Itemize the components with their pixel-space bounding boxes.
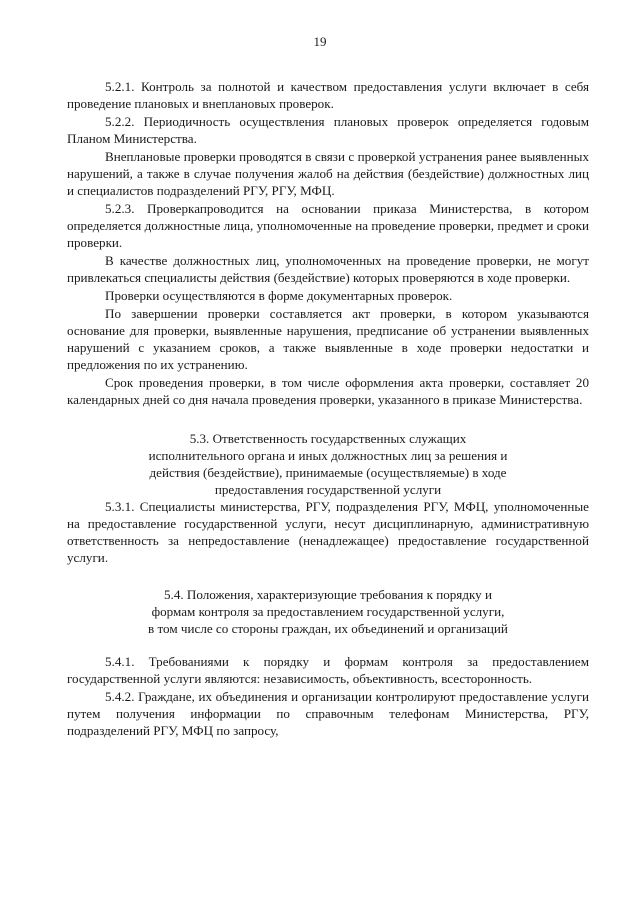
heading-line: формам контроля за предоставлением государственной услуги,: [151, 604, 505, 619]
paragraph-officials: В качестве должностных лиц, уполномоченных на проведение проверки, не могут привлекаться специалисты действия (бездействие) которых проверяются в ходе проверки.: [67, 253, 589, 285]
section-5-4-heading: [67, 586, 589, 637]
heading-line: действия (бездействие), принимаемые (осуществляемые) в ходе: [149, 465, 507, 480]
heading-line: исполнительного органа и иных должностных лиц за решения и: [148, 448, 508, 463]
paragraph-check-term: Срок проведения проверки, в том числе оформления акта проверки, составляет 20 календарных дней со дня начала проведения проверки, указанного в приказе Министерства.: [67, 375, 589, 407]
page-content: [67, 78, 589, 739]
heading-line: предоставления государственной услуги: [214, 482, 442, 497]
paragraph-5-2-2: 5.2.2. Периодичность осуществления плановых проверок определяется годовым Планом Министерства.: [67, 114, 589, 146]
paragraph-5-3-1: 5.3.1. Специалисты министерства, РГУ, подразделения РГУ, МФЦ, уполномоченные на предоставление государственной услуги, несут дисциплинарную, административную ответственность за непредоставление (ненадлежащее) предоставление государственной услуги.: [67, 499, 589, 565]
heading-line: в том числе со стороны граждан, их объединений и организаций: [148, 621, 508, 636]
heading-line: 5.4. Положения, характеризующие требования к порядку и: [164, 587, 492, 602]
paragraph-unplanned-checks: Внеплановые проверки проводятся в связи с проверкой устранения ранее выявленных нарушений, а также в случае получения жалоб на действия (бездействие) должностных лиц и специалистов подразделений РГУ, РГУ, МФЦ.: [67, 149, 589, 198]
paragraph-check-form: Проверки осуществляются в форме документарных проверок.: [105, 288, 453, 303]
paragraph-5-4-1: 5.4.1. Требованиями к порядку и формам контроля за предоставлением государственной услуги являются: независимость, объективность, всесторонность.: [67, 654, 589, 686]
heading-line: 5.3. Ответственность государственных служащих: [189, 431, 467, 446]
section-5-3-heading: [67, 430, 589, 498]
paragraph-5-4-2: 5.4.2. Граждане, их объединения и организации контролируют предоставление услуги путем получения информации по справочным телефонам Министерства, РГУ, подразделений РГУ, МФЦ по запросу,: [67, 689, 589, 738]
page-number: 19: [313, 34, 327, 49]
paragraph-5-2-3: 5.2.3. Проверкапроводится на основании приказа Министерства, в котором определяется должностные лица, уполномоченные на проведение проверки, предмет и сроки проверки.: [67, 201, 589, 250]
paragraph-check-act: По завершении проверки составляется акт проверки, в котором указываются основание для проверки, выявленные нарушения, предписание об устранении выявленных нарушений с указанием сроков, а также выявленные в ходе проверки недостатки и предложения по их устранению.: [67, 306, 589, 372]
paragraph-5-2-1: 5.2.1. Контроль за полнотой и качеством предоставления услуги включает в себя проведение плановых и внеплановых проверок.: [67, 79, 589, 111]
